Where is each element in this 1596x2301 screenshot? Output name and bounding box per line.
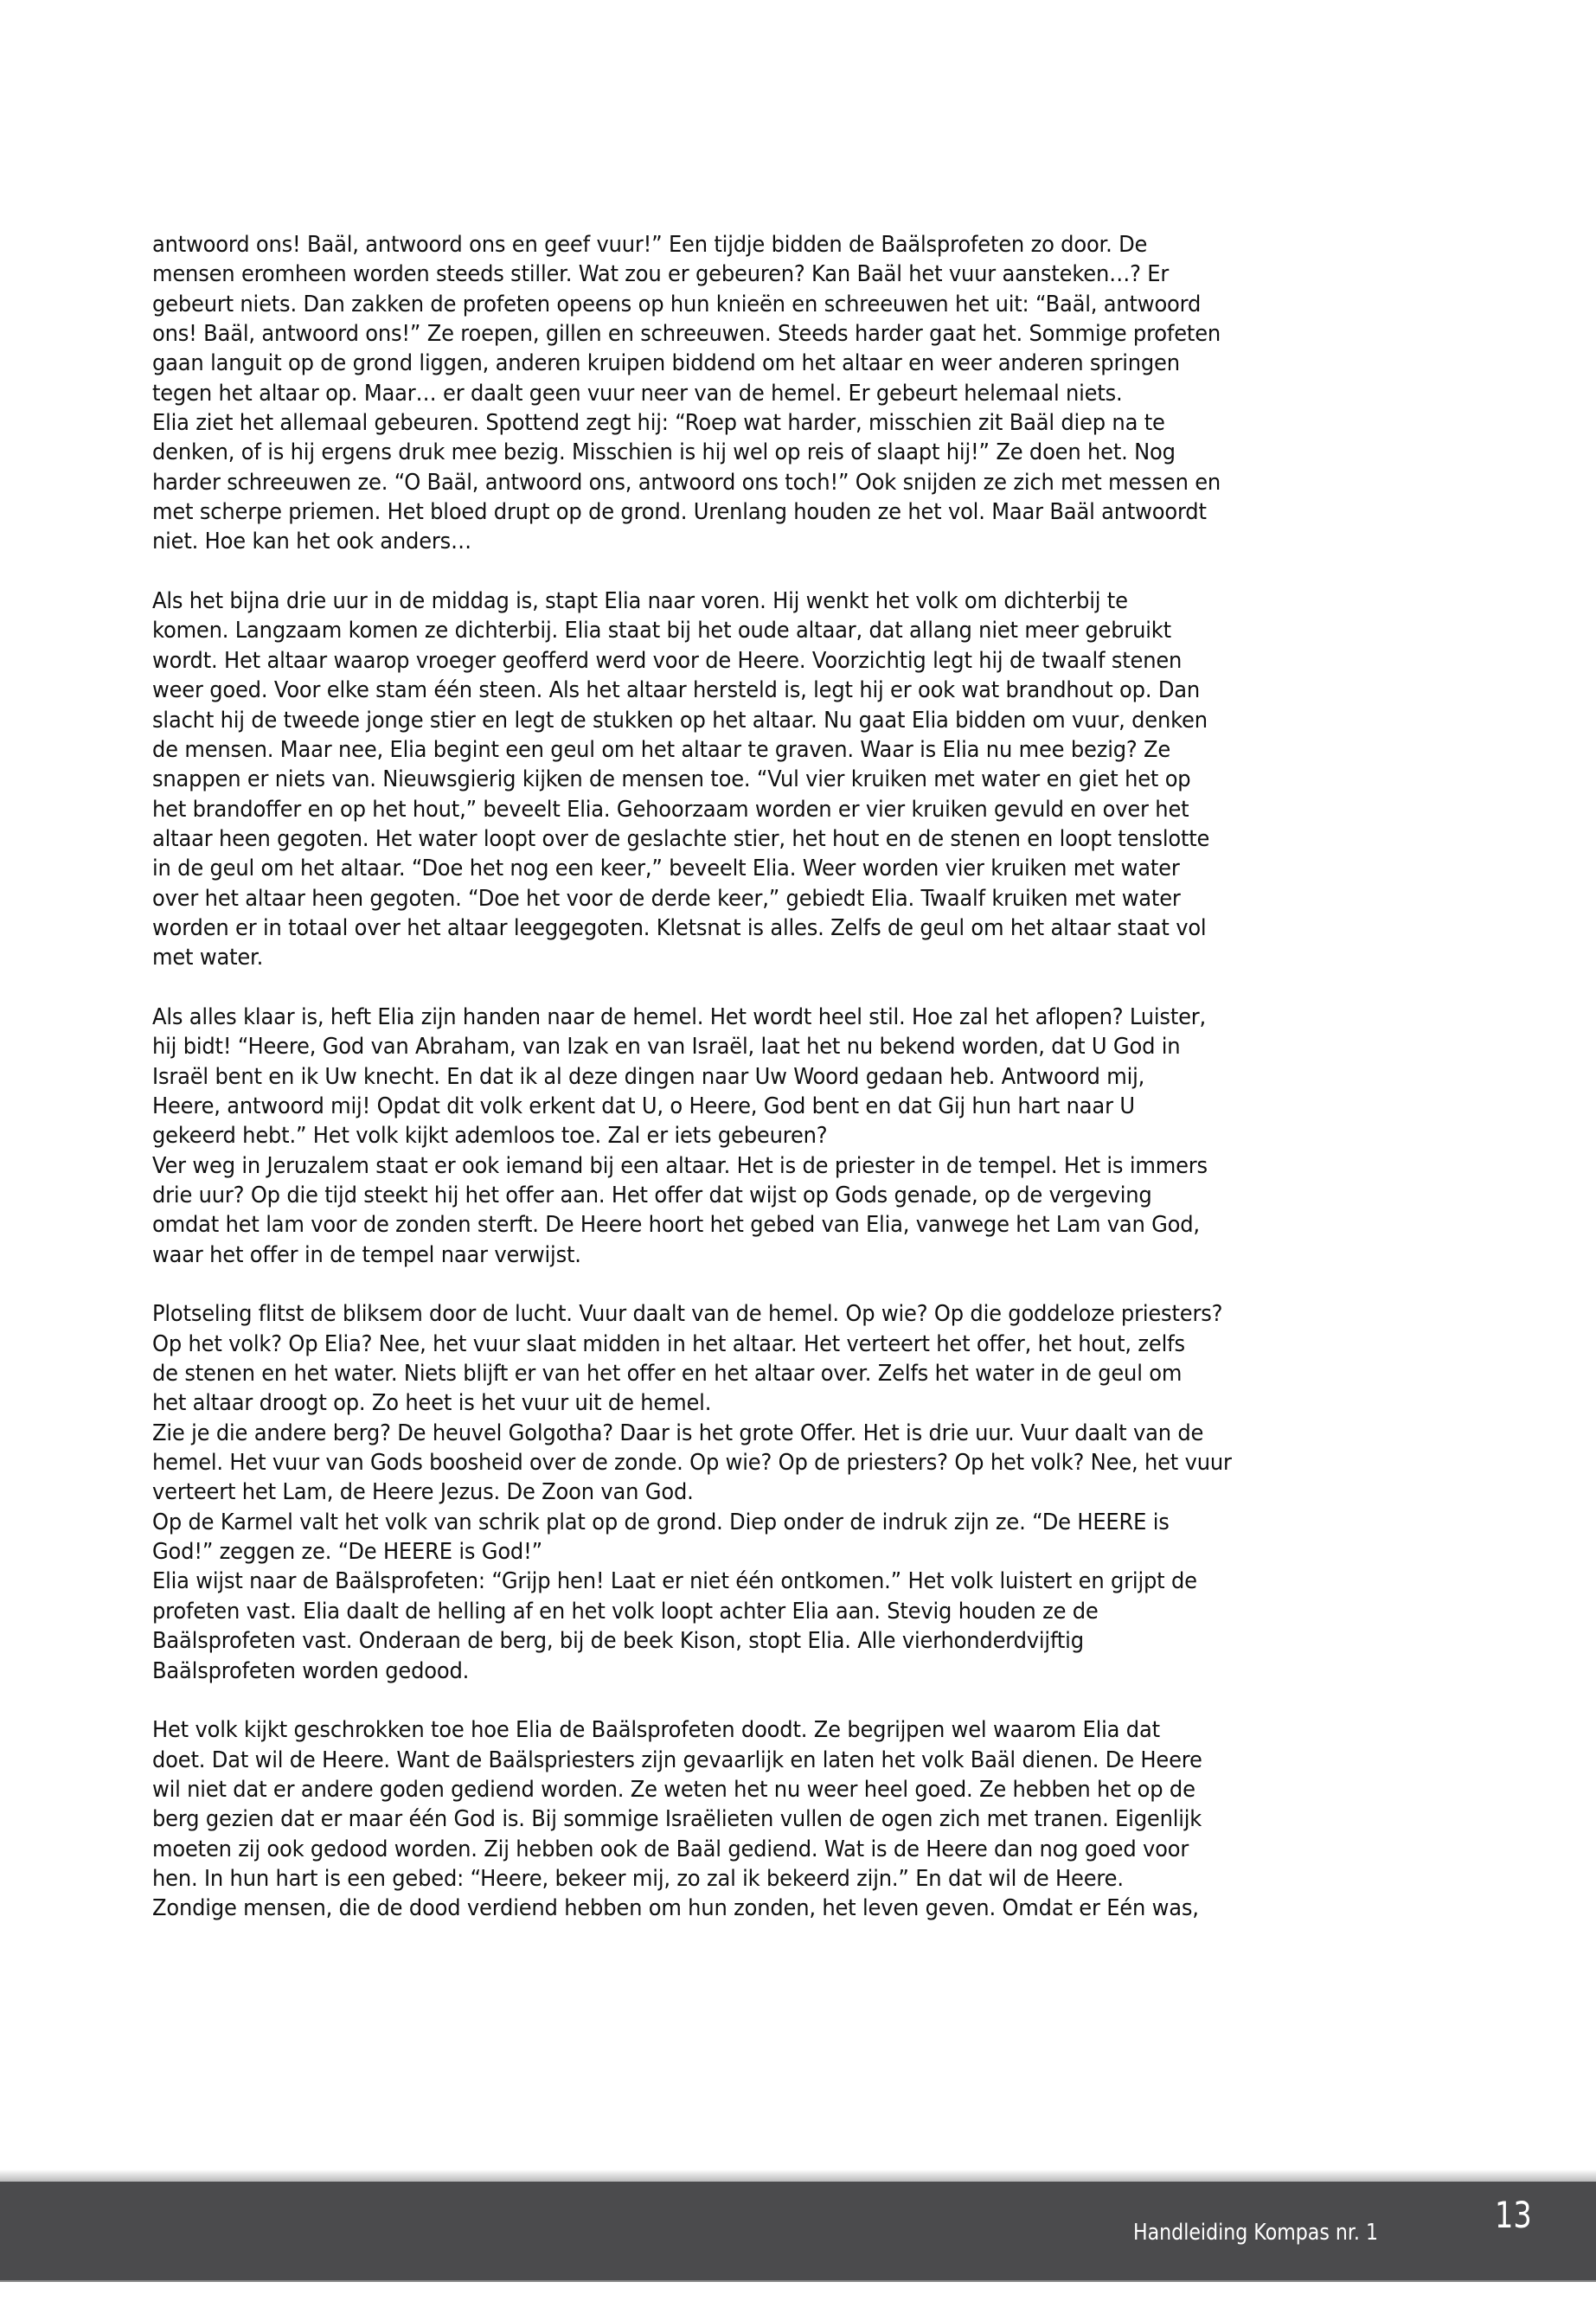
text-line: waar het offer in de tempel naar verwijst. [152, 1241, 581, 1268]
text-line: niet. Hoe kan het ook anders… [152, 529, 472, 555]
text-line: de stenen en het water. Niets blijft er van het offer en het altaar over. Zelfs het water in de geul om [152, 1361, 1183, 1388]
text-line: drie uur? Op die tijd steekt hij het offer aan. Het offer dat wijst op Gods genade, op de vergeving [152, 1183, 1152, 1208]
text-line: antwoord ons! Baäl, antwoord ons en geef vuur!” Een tijdje bidden de Baälsprofeten zo door. De [152, 232, 1148, 258]
text-line: Heere, antwoord mij! Opdat dit volk erkent dat U, o Heere, God bent en dat Gij hun hart naar U [152, 1093, 1135, 1119]
text-line: hemel. Het vuur van Gods boosheid over de zonde. Op wie? Op de priesters? Op het volk? Nee, het vuur [152, 1450, 1232, 1477]
text-line: weer goed. Voor elke stam één steen. Als het altaar hersteld is, legt hij er ook wat brandhout op. Dan [152, 677, 1201, 704]
text-line: komen. Langzaam komen ze dichterbij. Elia staat bij het oude altaar, dat allang niet meer gebruikt [152, 618, 1171, 644]
text-line: de mensen. Maar nee, Elia begint een geul om het altaar te graven. Waar is Elia nu mee bezig? Ze [152, 736, 1171, 763]
text-line: wil niet dat er andere goden gediend worden. Ze weten het nu weer heel goed. Ze hebben het op de [152, 1776, 1195, 1803]
text-line: worden er in totaal over het altaar leeggegoten. Kletsnat is alles. Zelfs de geul om het altaar staat vol [152, 914, 1207, 941]
text-line: Als het bijna drie uur in de middag is, stapt Elia naar voren. Hij wenkt het volk om dichterbij te [152, 588, 1128, 615]
text-line: hij bidt! “Heere, God van Abraham, van Izak en van Israël, laat het nu bekend worden, dat U God in [152, 1034, 1181, 1061]
text-line: Baälsprofeten worden gedood. [152, 1657, 470, 1684]
text-line: het altaar droogt op. Zo heet is het vuur uit de hemel. [152, 1390, 712, 1417]
text-line: met water. [152, 945, 264, 971]
paragraph [152, 586, 1450, 972]
text-line: gebeurt niets. Dan zakken de profeten opeens op hun knieën en schreeuwen het uit: “Baäl, antwoord [152, 291, 1202, 317]
paragraph [152, 230, 1450, 557]
text-line: omdat het lam voor de zonden sterft. De Heere hoort het gebed van Elia, vanwege het Lam van God, [152, 1212, 1200, 1239]
text-line: wordt. Het altaar waarop vroeger geofferd werd voor de Heere. Voorzichtig legt hij de twaalf stenen [152, 647, 1183, 674]
text-line: Op het volk? Op Elia? Nee, het vuur slaat midden in het altaar. Het verteert het offer, het hout, zelfs [152, 1330, 1185, 1357]
paragraph-gap [152, 973, 1450, 1003]
text-line: denken, of is hij ergens druk mee bezig. Misschien is hij wel op reis of slaapt hij!” Ze doen het. Nog [152, 439, 1176, 466]
text-line: Israël bent en ik Uw knecht. En dat ik al deze dingen naar Uw Woord gedaan heb. Antwoord mij, [152, 1063, 1145, 1090]
text-line: met scherpe priemen. Het bloed drupt op de grond. Urenlang houden ze het vol. Maar Baäl antwoordt [152, 499, 1207, 526]
paragraph-gap [152, 1686, 1450, 1715]
footer-title: Handleiding Kompas nr. 1 [1133, 2220, 1379, 2246]
text-line: verteert het Lam, de Heere Jezus. De Zoon van God. [152, 1479, 694, 1506]
body-text [152, 230, 1450, 1924]
text-line: doet. Dat wil de Heere. Want de Baälspriesters zijn gevaarlijk en laten het volk Baäl dienen. De Heere [152, 1747, 1202, 1773]
paragraph-gap [152, 557, 1450, 586]
text-line: Het volk kijkt geschrokken toe hoe Elia de Baälsprofeten doodt. Ze begrijpen wel waarom Elia dat [152, 1717, 1160, 1744]
text-line: snappen er niets van. Nieuwsgierig kijken de mensen toe. “Vul vier kruiken met water en giet het op [152, 766, 1191, 793]
text-line: moeten zij ook gedood worden. Zij hebben ook de Baäl gediend. Wat is de Heere dan nog goed voor [152, 1836, 1189, 1862]
text-line: Elia ziet het allemaal gebeuren. Spottend zegt hij: “Roep wat harder, misschien zit Baäl diep na te [152, 410, 1165, 437]
paragraph-gap [152, 1270, 1450, 1299]
text-line: Elia wijst naar de Baälsprofeten: “Grijp hen! Laat er niet één ontkomen.” Het volk luistert en grijpt de [152, 1568, 1197, 1595]
text-line: Zie je die andere berg? De heuvel Golgotha? Daar is het grote Offer. Het is drie uur. Vuur daalt van de [152, 1420, 1204, 1446]
text-line: Plotseling flitst de bliksem door de lucht. Vuur daalt van de hemel. Op wie? Op die goddeloze priesters? [152, 1301, 1223, 1328]
page-number: 13 [1495, 2194, 1532, 2236]
paragraph [152, 1299, 1450, 1685]
text-line: profeten vast. Elia daalt de helling af en het volk loopt achter Elia aan. Stevig houden ze de [152, 1598, 1099, 1625]
text-line: berg gezien dat er maar één God is. Bij sommige Israëlieten vullen de ogen zich met tranen. Eigenlijk [152, 1806, 1202, 1833]
text-line: altaar heen gegoten. Het water loopt over de geslachte stier, het hout en de stenen en loopt tenslotte [152, 825, 1210, 852]
text-line: harder schreeuwen ze. “O Baäl, antwoord ons, antwoord ons toch!” Ook snijden ze zich met messen en [152, 469, 1221, 496]
text-line: ons! Baäl, antwoord ons!” Ze roepen, gillen en schreeuwen. Steeds harder gaat het. Sommige profeten [152, 321, 1221, 348]
text-line: gekeerd hebt.” Het volk kijkt ademloos toe. Zal er iets gebeuren? [152, 1123, 828, 1150]
text-line: Zondige mensen, die de dood verdiend hebben om hun zonden, het leven geven. Omdat er Eén was, [152, 1895, 1199, 1922]
paragraph [152, 1003, 1450, 1270]
text-line: Ver weg in Jeruzalem staat er ook iemand bij een altaar. Het is de priester in de tempel. Het is immers [152, 1152, 1208, 1179]
text-line: Op de Karmel valt het volk van schrik plat op de grond. Diep onder de indruk zijn ze. “De HEERE is [152, 1509, 1170, 1535]
text-line: in de geul om het altaar. “Doe het nog een keer,” beveelt Elia. Weer worden vier kruiken met water [152, 856, 1180, 882]
text-line: hen. In hun hart is een gebed: “Heere, bekeer mij, zo zal ik bekeerd zijn.” En dat wil de Heere. [152, 1865, 1124, 1892]
text-line: over het altaar heen gegoten. “Doe het voor de derde keer,” gebiedt Elia. Twaalf kruiken met water [152, 885, 1181, 912]
text-line: het brandoffer en op het hout,” beveelt Elia. Gehoorzaam worden er vier kruiken gevuld en over het [152, 796, 1189, 823]
text-line: Baälsprofeten vast. Onderaan de berg, bij de beek Kison, stopt Elia. Alle vierhonderdvijftig [152, 1628, 1084, 1655]
text-line: slacht hij de tweede jonge stier en legt de stukken op het altaar. Nu gaat Elia bidden om vuur, denken [152, 707, 1208, 734]
text-line: Als alles klaar is, heft Elia zijn handen naar de hemel. Het wordt heel stil. Hoe zal het aflopen? Luister, [152, 1003, 1207, 1030]
text-line: God!” zeggen ze. “De HEERE is God!” [152, 1539, 542, 1566]
text-line: gaan languit op de grond liggen, anderen kruipen biddend om het altaar en weer anderen springen [152, 350, 1180, 377]
text-line: mensen eromheen worden steeds stiller. Wat zou er gebeuren? Kan Baäl het vuur aansteken…? Er [152, 261, 1170, 288]
page-footer [0, 2182, 1596, 2282]
text-line: tegen het altaar op. Maar… er daalt geen vuur neer van de hemel. Er gebeurt helemaal niets. [152, 380, 1123, 407]
paragraph [152, 1715, 1450, 1923]
